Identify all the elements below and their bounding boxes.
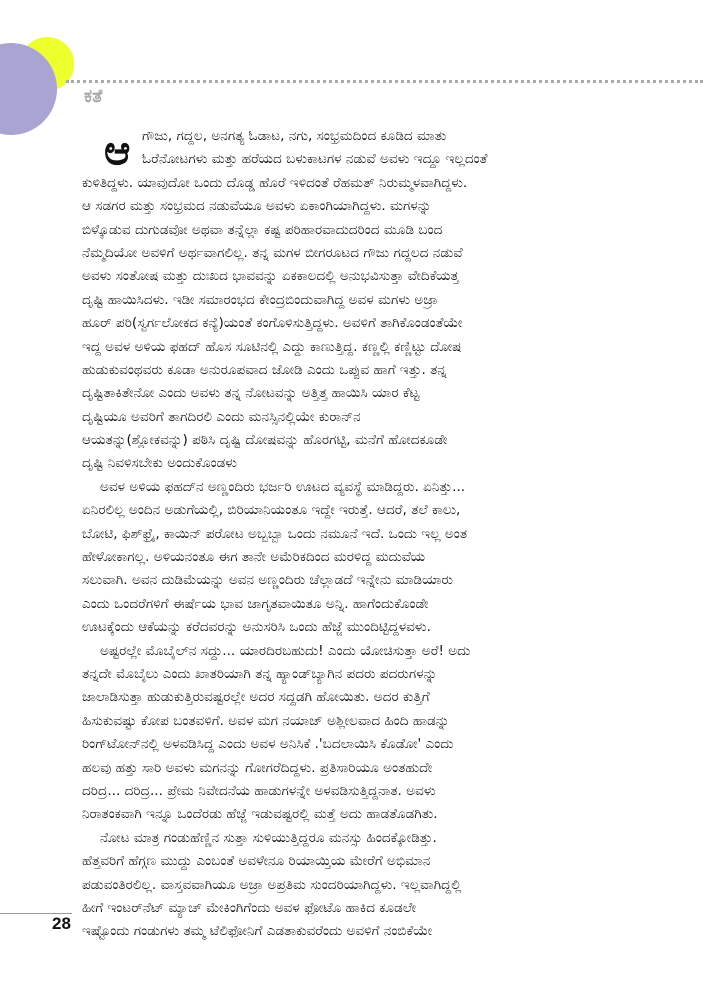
text-line: ಹೂರ್ ಪರಿ(ಸ್ವರ್ಗಲೋಕದ ಕನ್ಯೆ)ಯಂತೆ ಕಂಗೊಳಿಸುತ್ತಿದ್ದಳು. ಅವಳಿಗೆ ತಾಗಿಕೊಂಡಂತೆಯೇ [82, 315, 463, 332]
text-line: ಹೆತ್ತವರಿಗೆ ಹೆಗ್ಗಣ ಮುದ್ದು ಎಂಬಂತೆ ಅವಳೇನೂ ರಿಯಾಯ್ತಿಯ ಮೇರೆಗೆ ಅಭಿಮಾನ [82, 853, 431, 870]
text-line: ಬಿಳ್ಕೊಡುವ ದುಗುಡವೋ ಅಥವಾ ತನ್ನೆಲ್ಲಾ ಕಷ್ಟ ಪರಿಹಾರವಾದುದರಿಂದ ಮೂಡಿ ಬಂದ [82, 221, 443, 238]
text-line: ನೋಟ ಮಾತ್ರ ಗಂಡುಹೆಣ್ಣಿನ ಸುತ್ತಾ ಸುಳಿಯುತ್ತಿದ್ದರೂ ಮನಸ್ಸು ಹಿಂದಕ್ಕೋಡಿತ್ತು. [100, 829, 437, 846]
text-line: ಹೀಗೆ ಇಂಟರ್‌ನೆಟ್ ಮ್ಯಾಚ್ ಮೇಕಿಂಗಿಗೆಂದು ಅವಳ ಫೋಟೊ ಹಾಕಿದ ಕೂಡಲೇ [82, 899, 417, 916]
text-line: ಹಿಸುಕುವಷ್ಟು ಕೋಪ ಬಂತವಳಿಗೆ. ಅವಳ ಮಗ ನಯಾಜ್ ಅಶ್ಲೀಲವಾದ ಹಿಂದಿ ಹಾಡನ್ನು [82, 712, 450, 729]
text-line: ದರಿದ್ರ... ದರಿದ್ರ... ಪ್ರೇಮ ನಿವೇದನೆಯ ಹಾಡುಗಳನ್ನೇ ಅಳವಡಿಸುತ್ತಿದ್ದನಾತ. ಅವಳು [82, 782, 436, 799]
text-line: ಹುಡುಕುವಂಥವರು ಕೂಡಾ ಅನುರೂಪವಾದ ಜೋಡಿ ಎಂದು ಒಪ್ಪುವ ಹಾಗೆ ಇತ್ತು. ತನ್ನ [82, 361, 447, 378]
text-line: ಏನಿರಲಿಲ್ಲ ಅಂದಿನ ಅಡುಗೆಯಲ್ಲಿ, ಬಿರಿಯಾನಿಯಂತೂ ಇದ್ದೇ ಇರುತ್ತೆ. ಆದರೆ, ತಲೆ ಕಾಲು, [82, 502, 461, 519]
dotted-divider [66, 80, 703, 83]
text-line: ಹೇಳೋಕಾಗಲ್ಲ. ಅಳಿಯನಂತೂ ಈಗ ತಾನೇ ಅಮೆರಿಕದಿಂದ ಮರಳಿದ್ದ ಮದುವೆಯ [82, 549, 426, 566]
page-number: 28 [52, 914, 71, 933]
text-line: ಇಷ್ಟೊಂದು ಗಂಡುಗಳು ತಮ್ಮ ಟೆಲಿಫೋನಿಗೆ ಎಡತಾಕುವರೆಂದು ಅವಳಿಗೆ ನಂಬಿಕೆಯೇ [82, 923, 433, 940]
section-label: ಕತೆ [84, 86, 103, 107]
text-line: ಜಾಲಾಡಿಸುತ್ತಾ ಹುಡುಕುತ್ತಿರುವಷ್ಟರಲ್ಲೇ ಅದರ ಸದ್ದಡಗಿ ಹೋಯಿತು. ಅದರ ಕುತ್ತಿಗೆ [82, 689, 430, 706]
text-line: ಆಯತನ್ನು(ಶ್ಲೋಕವನ್ನು) ಪಠಿಸಿ ದೃಷ್ಟಿ ದೋಷವನ್ನು ಹೊರಗಟ್ಟಿ, ಮನೆಗೆ ಹೋದಕೂಡೇ [82, 432, 448, 449]
text-line: ತನ್ನದೇ ಮೊಬೈಲು ಎಂದು ಖಾತರಿಯಾಗಿ ತನ್ನ ಹ್ಯಾಂಡ್‌ಬ್ಯಾಗಿನ ಪದರು ಪದರುಗಳನ್ನು [82, 665, 438, 682]
text-line: ಹಲವು ಹತ್ತು ಸಾರಿ ಅವಳು ಮಗನನ್ನು ಗೋಗರೆದಿದ್ದಳು. ಪ್ರತಿಸಾರಿಯೂ ಅಂತಹುದೇ [82, 759, 433, 776]
text-line: ನಿರಾತಂಕವಾಗಿ ಇನ್ನೂ ಒಂದೆರಡು ಹೆಜ್ಜೆ ಇಡುವಷ್ಟರಲ್ಲಿ ಮತ್ತೆ ಅದು ಹಾಡತೊಡಗಿತು. [82, 806, 438, 823]
text-line: ಬೋಟಿ, ಫಿಶ್‌ಫ್ರೈ, ಕಾಯಿನ್ ಪರೋಟ ಅಬ್ಬಬ್ಬಾ ಒಂದು ನಮೂನೆ ಇದೆ. ಒಂದು ಇಲ್ಲ ಅಂತ [82, 525, 468, 542]
text-line: ಗೌಜು, ಗದ್ದಲ, ಅನಗತ್ಯ ಓಡಾಟ, ನಗು, ಸಂಭ್ರಮದಿಂದ ಕೂಡಿದ ಮಾತು [142, 128, 447, 144]
text-line: ಊಟಕ್ಕೆಂದು ಆಕೆಯನ್ನು ಕರೆದವರನ್ನು ಅನುಸರಿಸಿ ಒಂದು ಹೆಜ್ಜೆ ಮುಂದಿಟ್ಟಿದ್ದಳವಳು. [82, 619, 431, 636]
text-line: ಕುಳಿತಿದ್ದಳು. ಯಾವುದೋ ಒಂದು ದೊಡ್ಡ ಹೊರೆ ಇಳಿದಂತೆ ರೆಹಮತ್ ನಿರುಮ್ಮಳವಾಗಿದ್ದಳು. [82, 174, 468, 191]
text-line: ಓರೆನೋಟಗಳು ಮತ್ತು ಹರೆಯದ ಬಳುಕಾಟಗಳ ನಡುವೆ ಅವಳು ಇದ್ದೂ ಇಲ್ಲದಂತೆ [142, 151, 488, 168]
text-line: ನೆಮ್ಮದಿಯೋ ಅವಳಿಗೆ ಅರ್ಥವಾಗಲಿಲ್ಲ. ತನ್ನ ಮಗಳ ಬೀಗರೂಟದ ಗೌಜು ಗದ್ದಲದ ನಡುವೆ [82, 244, 463, 261]
text-line: ಅವಳು ಸಂತೋಷ ಮತ್ತು ದುಃಖದ ಭಾವವನ್ನು ಏಕಕಾಲದಲ್ಲಿ ಅನುಭವಿಸುತ್ತಾ ವೇದಿಕೆಯತ್ತ [82, 268, 459, 285]
text-line: ದೃಷ್ಟಿಯೂ ಅವರಿಗೆ ತಾಗದಿರಲಿ ಎಂದು ಮನಸ್ಸಿನಲ್ಲಿಯೇ ಕುರಾನ್‌ನ [82, 408, 361, 425]
text-line: ಆ ಸಡಗರ ಮತ್ತು ಸಂಭ್ರಮದ ನಡುವೆಯೂ ಅವಳು ಏಕಾಂಗಿಯಾಗಿದ್ದಳು. ಮಗಳನ್ನು [82, 198, 432, 215]
text-line: ಅವಳ ಅಳಿಯ ಫಹದ್‌ನ ಅಣ್ಣಂದಿರು ಭರ್ಜರಿ ಊಟದ ವ್ಯವಸ್ಥೆ ಮಾಡಿದ್ದರು. ಏನಿತ್ತು... [100, 478, 466, 495]
text-line: ದೃಷ್ಟಿತಾಕಿತೇನೋ ಎಂದು ಅವಳು ತನ್ನ ನೋಟವನ್ನು ಅತ್ತಿತ್ತ ಹಾಯಿಸಿ ಯಾರ ಕೆಟ್ಟ [82, 385, 420, 402]
text-line: ಸಲುವಾಗಿ. ಅವನ ದುಡಿಮೆಯನ್ನು ಅವನ ಅಣ್ಣಂದಿರು ಚೆಲ್ಲಾಡದೆ ಇನ್ನೇನು ಮಾಡಿಯಾರು [82, 572, 453, 589]
story-body [82, 125, 647, 944]
drop-cap: ಆ [104, 128, 131, 174]
text-line: ರಿಂಗ್‌ಟೋನ್‌ನಲ್ಲಿ ಅಳವಡಿಸಿದ್ದ ಎಂದು ಅವಳ ಅನಿಸಿಕೆ .'ಬದಲಾಯಿಸಿ ಕೊಡೋ' ಎಂದು [82, 736, 454, 753]
text-line: ಅಷ್ಟರಲ್ಲೇ ಮೊಬೈಲ್‌ನ ಸದ್ದು... ಯಾರದಿರಬಹುದು! ಎಂದು ಯೋಚಿಸುತ್ತಾ ಅರೆ! ಅದು [100, 642, 471, 659]
text-line: ಇದ್ದ ಅವಳ ಅಳಿಯ ಫಹದ್ ಹೊಸ ಸೂಟಿನಲ್ಲಿ ಎದ್ದು ಕಾಣುತ್ತಿದ್ದ. ಕಣ್ಣಲ್ಲಿ ಕಣ್ಣಿಟ್ಟು ದೋಷ [82, 338, 462, 355]
text-line: ದೃಷ್ಟಿ ನಿವಳಿಸಬೇಕು ಅಂದುಕೊಂಡಳು [82, 455, 238, 472]
text-line: ಎಂದು ಒಂದರೆಗಳಿಗೆ ಈರ್ಷೆಯ ಭಾವ ಜಾಗೃತವಾಯಿತೂ ಅನ್ನಿ. ಹಾಗೆಂದುಕೊಂಡೇ [82, 595, 429, 612]
text-line: ಪಡುವಂತಿರಲಿಲ್ಲ. ವಾಸ್ತವವಾಗಿಯೂ ಅಜ್ರಾ ಅಪ್ರತಿಮ ಸುಂದರಿಯಾಗಿದ್ದಳು. ಇಲ್ಲವಾಗಿದ್ದಲ್ಲಿ [82, 876, 462, 893]
text-line: ದೃಷ್ಟಿ ಹಾಯಿಸಿದಳು. ಇಡೀ ಸಮಾರಂಭದ ಕೇಂದ್ರಬಿಂದುವಾಗಿದ್ದ ಅವಳ ಮಗಳು ಅಜ್ರಾ [82, 291, 438, 308]
